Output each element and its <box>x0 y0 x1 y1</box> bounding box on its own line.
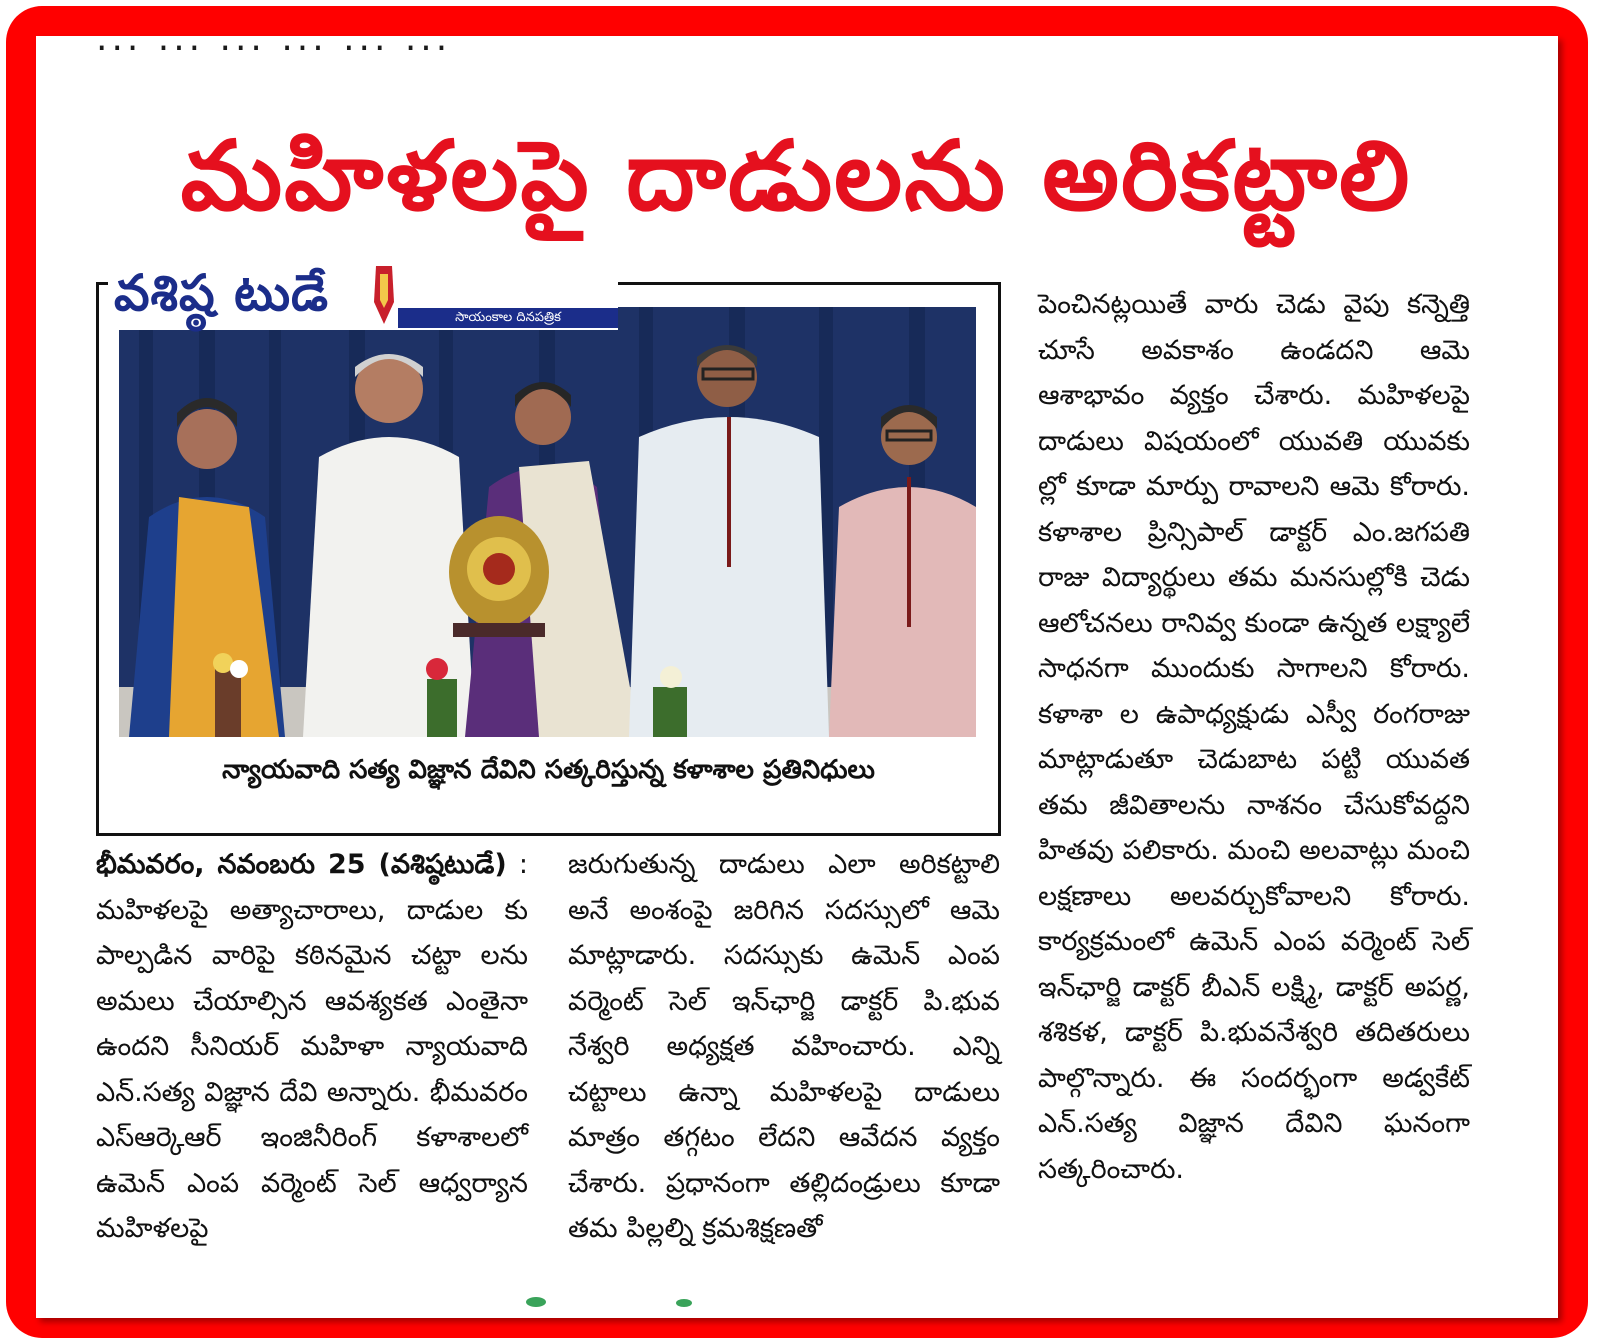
photo-caption: న్యాయవాది సత్య విజ్ఞాన దేవిని సత్కరిస్తున్న కళాశాల ప్రతినిధులు <box>222 755 875 785</box>
article-column-2 <box>568 842 1000 1252</box>
clipped-top-text: ... ... ... ... ... ... <box>96 18 452 59</box>
clipped-top-text-line <box>96 18 1476 88</box>
article-dateline: భీమవరం, నవంబరు 25 (వశిష్ఠటుడే) <box>96 849 507 880</box>
article-column-3-text: పెంచినట్లయితే వారు చెడు వైపు కన్నెత్తి చూసే అవకాశం ఉండదని ఆమె ఆశాభావం వ్యక్తం చేశారు. మహిళలపై దాడులు విషయంలో యువతి యువకు ల్లో కూడా మార్పు రావాలని ఆమె కోరారు. కళాశాల ప్రిన్సిపాల్ డాక్టర్ ఎం.జగపతి రాజు విద్యార్థులు తమ మనసుల్లోకి చెడు ఆలోచనలు రానివ్వ కుండా ఉన్నత లక్ష్యాలే సాధనగా ముందుకు సాగాలని కోరారు. కళాశా ల ఉపాధ్యక్షుడు ఎస్వీ రంగరాజు మాట్లాడుతూ చెడుబాట పట్టి యువత తమ జీవితాలను నాశనం చేసుకోవద్దని హితవు పలికారు. మంచి అలవాట్లు మంచి లక్షణాలు అలవర్చుకోవాలని కోరారు. కార్యక్రమంలో ఉమెన్ ఎంప వర్మెంట్ సెల్ ఇన్‌ఛార్జి డాక్టర్ బీఎన్ లక్ష్మి, డాక్టర్ అపర్ణ, శశికళ, డాక్టర్ పి.భువనేశ్వరి తదితరులు పాల్గొన్నారు. ఈ సందర్భంగా అడ్వకేట్ ఎన్.సత్య విజ్ఞాన దేవిని ఘనంగా సత్కరించారు. <box>1038 289 1470 1185</box>
article-column-1 <box>96 842 528 1252</box>
article-column-1-text: : మహిళలపై అత్యాచారాలు, దాడుల కు పాల్పడిన వారిపై కఠినమైన చట్టా లను అమలు చేయాల్సిన ఆవశ్యకత ఎంతైనా ఉందని సీనియర్ మహిళా న్యాయవాది ఎన్.సత్య విజ్ఞాన దేవి అన్నారు. భీమవరం ఎస్ఆర్కెఆర్ ఇంజినీరింగ్ కళాశాలలో ఉమెన్ ఎంప వర్మెంట్ సెల్ ఆధ్వర్యాన మహిళలపై <box>96 849 528 1244</box>
article-column-3 <box>1038 282 1470 1192</box>
article-column-2-text: జరుగుతున్న దాడులు ఎలా అరికట్టాలి అనే అంశంపై జరిగిన సదస్సులో ఆమె మాట్లాడారు. సదస్సుకు ఉమెన్ ఎంప వర్మెంట్ సెల్ ఇన్‌ఛార్జి డాక్టర్ పి.భువ నేశ్వరి అధ్యక్షత వహించారు. ఎన్ని చట్టాలు ఉన్నా మహిళలపై దాడులు మాత్రం తగ్గటం లేదని ఆవేదన వ్యక్తం చేశారు. ప్రధానంగా తల్లిదండ్రులు కూడా తమ పిల్లల్ని క్రమశిక్షణతో <box>568 849 1000 1244</box>
newspaper-logo <box>108 260 618 330</box>
logo-pen-icon <box>372 266 396 324</box>
headline: మహిళలపై దాడులను అరికట్టాలి <box>180 120 1412 232</box>
clipped-bottom-marks <box>516 1294 716 1306</box>
newspaper-clipping <box>36 18 1558 1318</box>
event-photo <box>119 307 976 737</box>
photo-illustration <box>119 307 976 737</box>
logo-wordmark: వశిష్ఠ టుడే <box>114 264 330 322</box>
red-border-frame <box>6 6 1588 1338</box>
logo-tagline: సాయంకాల దినపత్రిక <box>398 308 618 328</box>
photo-box <box>96 282 1001 836</box>
